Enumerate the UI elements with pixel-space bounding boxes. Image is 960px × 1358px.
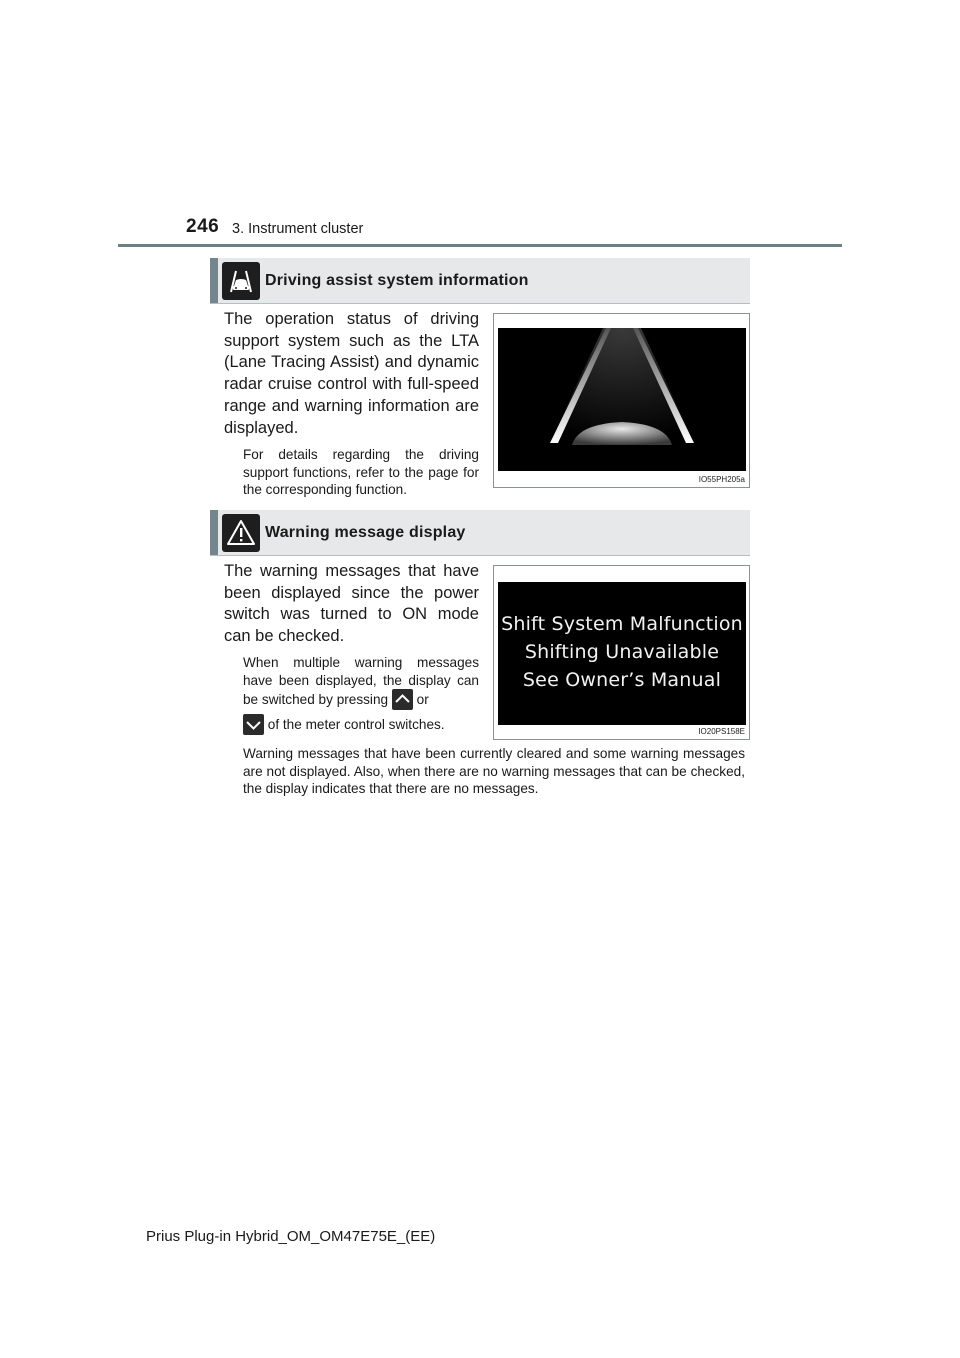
header-rule [118,244,842,247]
driving-assist-note: For details regarding the driving support functions, refer to the page for the corresponding function. [243,447,479,497]
chevron-down-icon [243,714,264,735]
section-header-warning-message [210,510,750,556]
chapter-title: 3. Instrument cluster [232,221,364,237]
screen-line-3: See Owner’s Manual [522,669,722,691]
warning-message-body: The warning messages that have been displayed since the power switch was turned to ON mode can be checked. [224,562,479,646]
section-title-warning-message: Warning message display [265,524,466,541]
warning-triangle-icon [222,514,260,552]
chevron-up-icon [392,689,413,710]
section-header-driving-assist [210,258,750,304]
warning-note-part2: of the meter control switches. [267,717,445,732]
screen-line-1: Shift System Malfunction [501,613,743,635]
lane-display-image [498,328,746,471]
driving-assist-body: The operation status of driving support system such as the LTA (Lane Tracing Assist) and dynamic radar cruise control with full-speed range and warning information are displayed. [224,310,479,437]
warning-note-part1: When multiple warning messages have been displayed, the display can be switched by pressing [243,655,479,707]
warning-message-note [243,654,479,735]
figure-code: IO55PH205a [698,475,745,484]
footer-document-id: Prius Plug-in Hybrid_OM_OM47E75E_(EE) [146,1228,436,1245]
figure-code: IO20PS158E [698,727,745,736]
figure-warning-message [493,565,750,740]
figure-driving-assist [493,313,750,488]
page-number: 246 [186,216,220,237]
warning-note-or: or [416,692,429,707]
warning-message-note-full: Warning messages that have been currently cleared and some warning messages are not displayed. Also, when there are no warning messages that can be checked, the display indicates that there are no messages. [243,746,745,796]
warning-screen-image [498,582,746,725]
screen-line-2: Shifting Unavailable [524,641,720,663]
section-title-driving-assist: Driving assist system information [265,272,529,289]
car-lane-icon [222,262,260,300]
